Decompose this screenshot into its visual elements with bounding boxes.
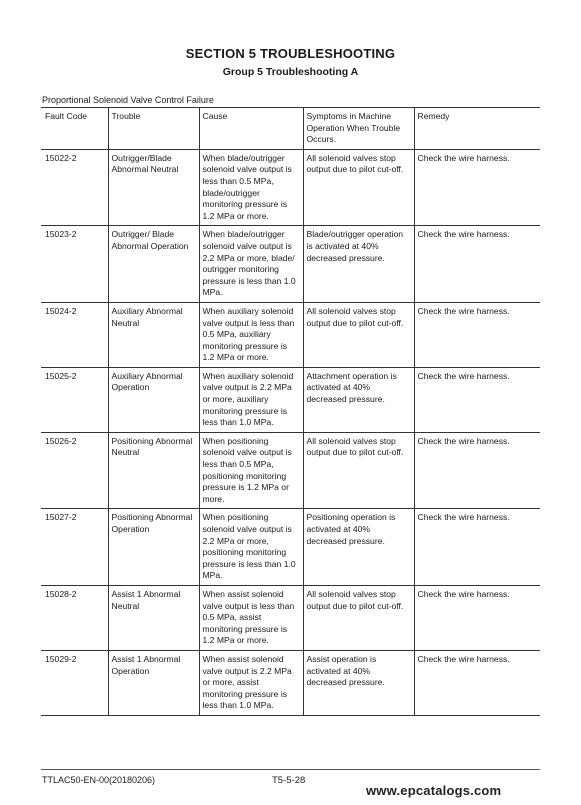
fault-code-cell: 15029-2 (41, 650, 108, 715)
remedy-cell: Check the wire harness. (414, 367, 540, 432)
symptoms-cell: Attachment operation is activated at 40% decreased pressure. (303, 367, 414, 432)
cause-cell: When positioning solenoid valve output is less than 0.5 MPa, positioning monitoring pressure is 1.2 MPa or more. (199, 432, 303, 509)
trouble-cell: Outrigger/ Blade Abnormal Operation (108, 226, 199, 303)
remedy-cell: Check the wire harness. (414, 226, 540, 303)
remedy-cell: Check the wire harness. (414, 585, 540, 650)
fault-code-cell: 15027-2 (41, 509, 108, 586)
symptoms-cell: All solenoid valves stop output due to pilot cut-off. (303, 585, 414, 650)
cause-cell: When positioning solenoid valve output is 2.2 MPa or more, positioning monitoring pressure is less than 1.0 MPa. (199, 509, 303, 586)
cause-cell: When blade/outrigger solenoid valve output is 2.2 MPa or more, blade/ outrigger monitoring pressure is less than 1.0 MPa. (199, 226, 303, 303)
symptoms-cell: All solenoid valves stop output due to pilot cut-off. (303, 432, 414, 509)
remedy-cell: Check the wire harness. (414, 650, 540, 715)
trouble-cell: Auxiliary Abnormal Neutral (108, 302, 199, 367)
troubleshooting-table (41, 107, 540, 716)
document-code: TTLAC50-EN-00(20180206) (42, 775, 156, 785)
table-row (41, 432, 540, 509)
table-header-row (41, 108, 540, 150)
cause-cell: When auxiliary solenoid valve output is less than 0.5 MPa, auxiliary monitoring pressure is 1.2 MPa or more. (199, 302, 303, 367)
trouble-cell: Assist 1 Abnormal Operation (108, 650, 199, 715)
fault-code-cell: 15028-2 (41, 585, 108, 650)
column-header-remedy: Remedy (414, 108, 540, 150)
fault-code-cell: 15024-2 (41, 302, 108, 367)
remedy-cell: Check the wire harness. (414, 149, 540, 226)
table-row (41, 302, 540, 367)
cause-cell: When assist solenoid valve output is less than 0.5 MPa, assist monitoring pressure is 1.2 MPa or more. (199, 585, 303, 650)
symptoms-cell: All solenoid valves stop output due to pilot cut-off. (303, 302, 414, 367)
column-header-fault-code: Fault Code (41, 108, 108, 150)
remedy-cell: Check the wire harness. (414, 302, 540, 367)
trouble-cell: Positioning Abnormal Neutral (108, 432, 199, 509)
symptoms-cell: All solenoid valves stop output due to pilot cut-off. (303, 149, 414, 226)
table-row (41, 149, 540, 226)
symptoms-cell: Assist operation is activated at 40% decreased pressure. (303, 650, 414, 715)
trouble-cell: Assist 1 Abnormal Neutral (108, 585, 199, 650)
table-row (41, 650, 540, 715)
trouble-cell: Auxiliary Abnormal Operation (108, 367, 199, 432)
fault-code-cell: 15026-2 (41, 432, 108, 509)
column-header-trouble: Trouble (108, 108, 199, 150)
page-number: T5-5-28 (272, 775, 306, 786)
section-title: SECTION 5 TROUBLESHOOTING (185, 46, 396, 61)
table-caption: Proportional Solenoid Valve Control Failure (42, 95, 214, 105)
remedy-cell: Check the wire harness. (414, 432, 540, 509)
cause-cell: When assist solenoid valve output is 2.2 MPa or more, assist monitoring pressure is less than 1.0 MPa. (199, 650, 303, 715)
cause-cell: When auxiliary solenoid valve output is 2.2 MPa or more, auxiliary monitoring pressure is less than 1.0 MPa. (199, 367, 303, 432)
table-row (41, 509, 540, 586)
table-row (41, 585, 540, 650)
watermark-text: www.epcatalogs.com (366, 783, 502, 798)
table-row (41, 226, 540, 303)
remedy-cell: Check the wire harness. (414, 509, 540, 586)
symptoms-cell: Blade/outrigger operation is activated at 40% decreased pressure. (303, 226, 414, 303)
fault-code-cell: 15022-2 (41, 149, 108, 226)
fault-code-cell: 15025-2 (41, 367, 108, 432)
fault-code-cell: 15023-2 (41, 226, 108, 303)
cause-cell: When blade/outrigger solenoid valve output is less than 0.5 MPa, blade/outrigger monitoring pressure is 1.2 MPa or more. (199, 149, 303, 226)
column-header-symptoms: Symptoms in Machine Operation When Trouble Occurs. (303, 108, 414, 150)
trouble-cell: Positioning Abnormal Operation (108, 509, 199, 586)
trouble-cell: Outrigger/Blade Abnormal Neutral (108, 149, 199, 226)
symptoms-cell: Positioning operation is activated at 40% decreased pressure. (303, 509, 414, 586)
column-header-cause: Cause (199, 108, 303, 150)
table-row (41, 367, 540, 432)
footer-divider (41, 769, 540, 770)
group-subtitle: Group 5 Troubleshooting A (222, 66, 359, 78)
